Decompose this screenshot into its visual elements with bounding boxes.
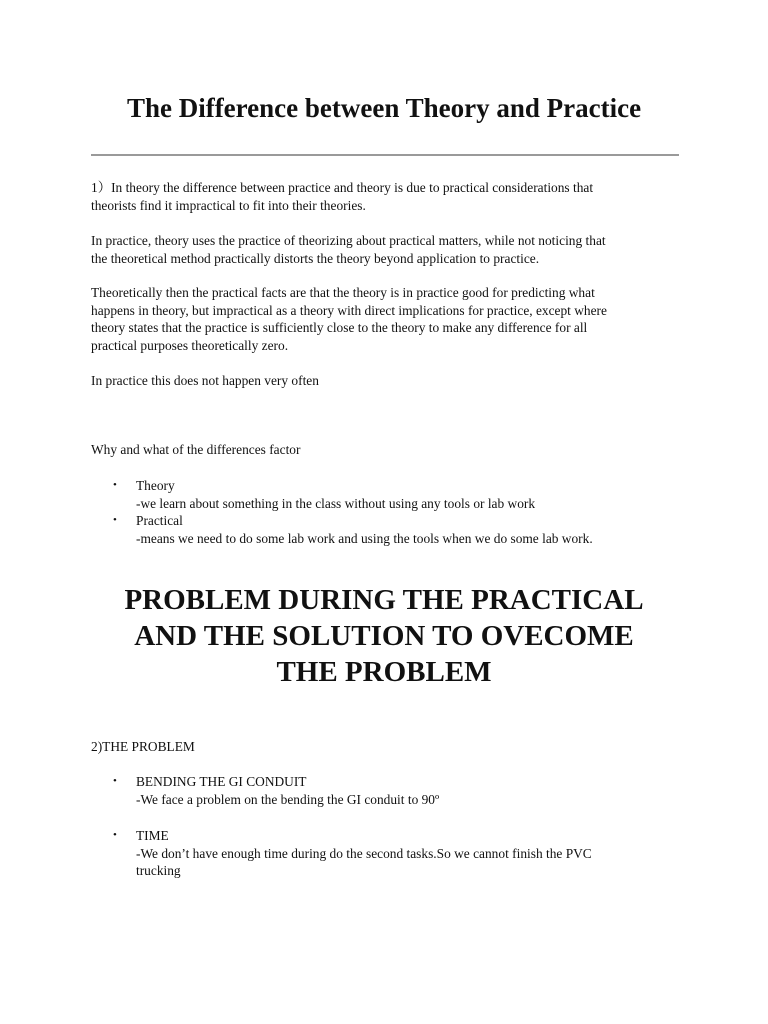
paragraph-1 [91, 179, 681, 214]
title-divider [91, 154, 679, 156]
section-heading-line: AND THE SOLUTION TO OVECOME [134, 620, 634, 652]
list-item-detail: -We don’t have enough time during do the second tasks.So we cannot finish the PVC [136, 845, 592, 861]
list-item [91, 477, 691, 512]
paragraph-3-line: theory states that the practice is sufficiently close to the theory to make any difference for all [91, 320, 588, 335]
list-item-detail: -we learn about something in the class without using any tools or lab work [136, 495, 536, 511]
problem-label [91, 738, 681, 756]
list-item [91, 827, 691, 880]
problem-list [91, 773, 691, 808]
paragraph-5-line: Why and what of the differences factor [91, 442, 301, 457]
paragraph-1-line: 1）In theory the difference between practice and theory is due to practical considerations that [91, 180, 594, 195]
section-heading [0, 582, 768, 690]
list-item-detail: trucking [136, 863, 181, 878]
list-item-detail: -means we need to do some lab work and using the tools when we do some lab work. [136, 530, 593, 546]
paragraph-4 [91, 372, 681, 390]
document-title: The Difference between Theory and Practice [126, 93, 642, 123]
paragraph-1-line: theorists find it impractical to fit into their theories. [91, 197, 366, 213]
differences-list [91, 477, 691, 547]
paragraph-2-line: the theoretical method practically distorts the theory beyond application to practice. [91, 250, 540, 266]
problem-label-text: 2)THE PROBLEM [91, 739, 195, 754]
paragraph-4-line: In practice this does not happen very often [91, 373, 319, 388]
paragraph-3-line: Theoretically then the practical facts are that the theory is in practice good for predicting what [91, 285, 595, 300]
paragraph-2 [91, 232, 681, 267]
paragraph-3-line: happens in theory, but impractical as a theory with direct implications for practice, except where [91, 302, 607, 318]
list-item [91, 773, 691, 808]
section-heading-line: PROBLEM DURING THE PRACTICAL [124, 584, 644, 616]
paragraph-3 [91, 284, 681, 354]
paragraph-2-line: In practice, theory uses the practice of theorizing about practical matters, while not noticing that [91, 233, 606, 248]
paragraph-5 [91, 441, 681, 459]
list-item-heading: Theory [136, 478, 175, 493]
paragraph-3-line: practical purposes theoretically zero. [91, 337, 289, 353]
list-item-detail: -We face a problem on the bending the GI conduit to 90º [136, 791, 440, 807]
bullet-icon: • [113, 514, 117, 526]
section-heading-line: THE PROBLEM [276, 656, 492, 688]
bullet-icon: • [113, 829, 117, 841]
bullet-icon: • [113, 775, 117, 787]
list-item [91, 512, 691, 547]
list-item-heading: Practical [136, 513, 183, 528]
bullet-icon: • [113, 479, 117, 491]
problem-list-continued [91, 827, 691, 880]
list-item-heading: TIME [136, 828, 169, 843]
list-item-heading: BENDING THE GI CONDUIT [136, 774, 307, 789]
